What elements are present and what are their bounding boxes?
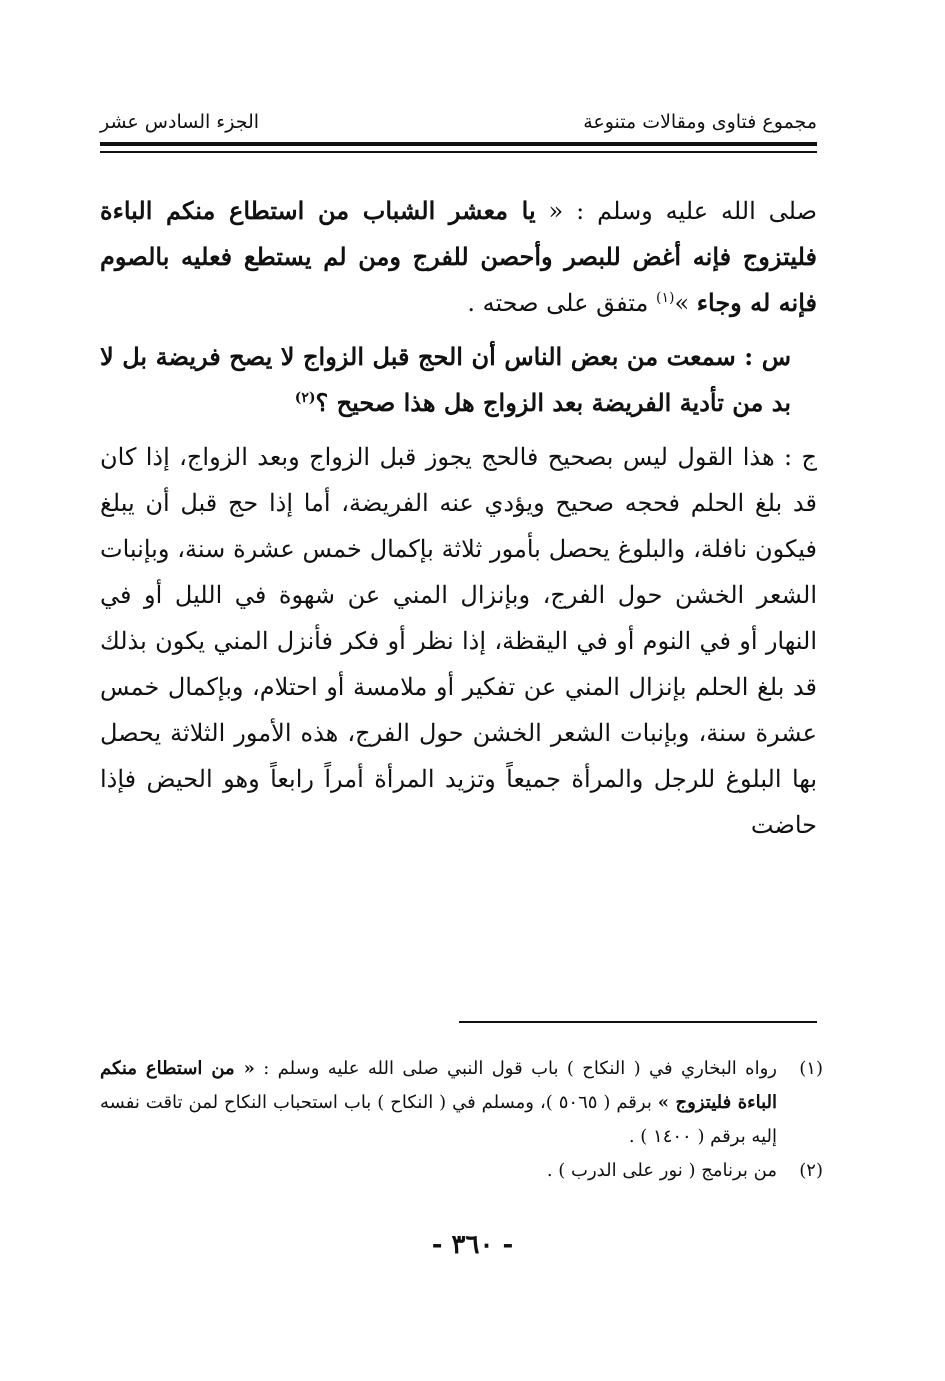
body-text <box>100 188 817 848</box>
header-rule-thin <box>100 151 817 153</box>
question-paragraph <box>100 334 817 426</box>
footnote-text-part: رواه البخاري في ( النكاح ) باب قول النبي صلى الله عليه وسلم : <box>254 1058 777 1079</box>
hadith-authentication: متفق على صحته . <box>467 289 656 317</box>
book-title: مجموع فتاوى ومقالات متنوعة <box>583 111 817 133</box>
header-rule-thick <box>100 142 817 146</box>
footnote-2 <box>100 1154 823 1188</box>
footnote-ref-2: (٢) <box>294 390 316 406</box>
question-text: س : سمعت من بعض الناس أن الحج قبل الزواج لا يصح فريضة بل لا بد من تأدية الفريضة بعد الزواج هل هذا صحيح ؟ <box>100 342 791 417</box>
page-number: - ٣٦٠ - <box>431 1230 514 1260</box>
footnote-1 <box>100 1052 823 1154</box>
footnote-number: (١) <box>799 1058 823 1079</box>
volume-label: الجزء السادس عشر <box>100 111 260 133</box>
hadith-intro: صلى الله عليه وسلم : « <box>535 197 817 225</box>
footnote-text-part: برقم ( ٥٠٦٥ )، ومسلم في ( النكاح ) باب استحباب النكاح لمن تاقت نفسه إليه برقم ( ١٤٠٠ ) . <box>100 1092 777 1147</box>
footnote-number: (٢) <box>799 1160 823 1181</box>
footnote-quote: « من استطاع منكم الباءة فليتزوج » <box>100 1058 777 1113</box>
hadith-quote: يا معشر الشباب من استطاع منكم الباءة فليتزوج فإنه أغض للبصر وأحصن للفرج ومن لم يستطع فعليه بالصوم فإنه له وجاء <box>100 196 817 317</box>
footnote-text: من برنامج ( نور على الدرب ) . <box>546 1160 777 1181</box>
hadith-paragraph <box>100 188 817 326</box>
answer-paragraph: ج : هذا القول ليس بصحيح فالحج يجوز قبل الزواج وبعد الزواج، إذا كان قد بلغ الحلم فحجه صحيح ويؤدي عنه الفريضة، أما إذا حج قبل أن يبلغ فيكون نافلة، والبلوغ يحصل بأمور ثلاثة بإكمال خمس عشرة سنة، وبإنبات الشعر الخشن حول الفرج، وبإنزال المني عن شهوة في الليل أو في النهار أو في النوم أو في اليقظة، إذا نظر أو فكر فأنزل المني يكون بذلك قد بلغ الحلم بإنزال المني عن تفكير أو ملامسة أو احتلام، وبإكمال خمس عشرة سنة، وبإنبات الشعر الخشن حول الفرج، هذه الأمور الثلاثة يحصل بها البلوغ للرجل والمرأة جميعاً وتزيد المرأة أمراً رابعاً وهو الحيض فإذا حاضت <box>100 443 818 839</box>
footnote-separator <box>459 1021 817 1023</box>
running-header <box>100 102 817 142</box>
hadith-close-quote: » <box>674 289 697 317</box>
footnote-text <box>100 1052 777 1154</box>
footnote-ref-1: (١) <box>655 290 675 306</box>
footnotes <box>100 1052 823 1188</box>
